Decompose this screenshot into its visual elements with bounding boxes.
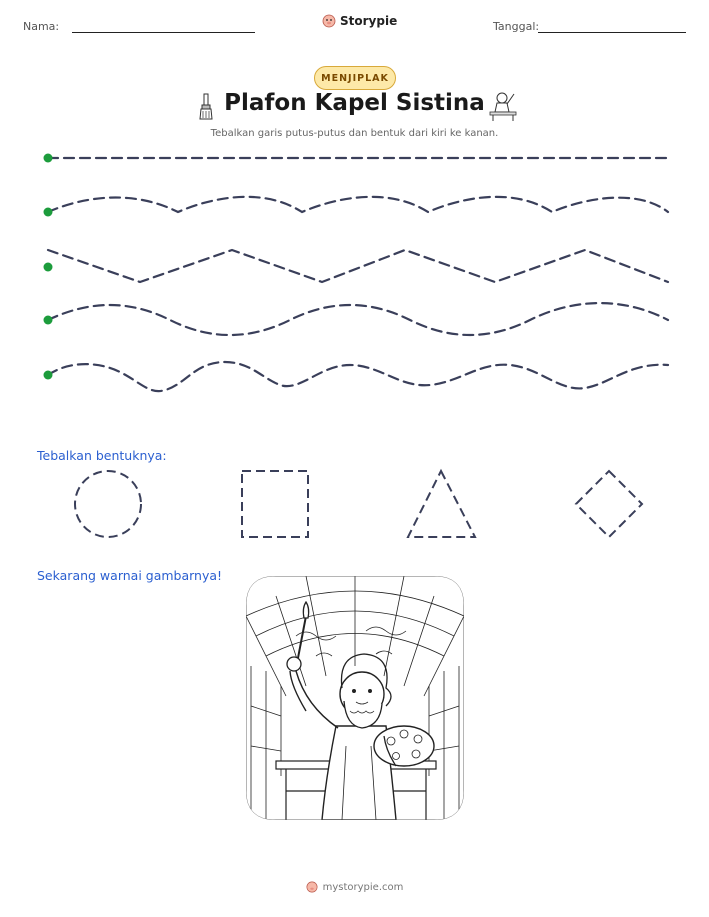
brand-logo <box>322 14 397 28</box>
date-line[interactable] <box>538 32 686 33</box>
shapes-heading: Tebalkan bentuknya: <box>37 448 167 463</box>
name-label: Nama: <box>23 20 60 33</box>
page-title: Plafon Kapel Sistina <box>224 90 485 116</box>
shape-triangle[interactable] <box>408 471 475 537</box>
start-dot <box>44 154 53 163</box>
tracing-line-gentle-wave[interactable] <box>48 197 668 212</box>
pig-logo-icon <box>322 14 336 28</box>
instructions: Tebalkan garis putus-putus dan bentuk dari kiri ke kanan. <box>210 128 499 139</box>
tracing-line-curly-wave[interactable] <box>48 362 668 391</box>
michelangelo-coloring-image[interactable] <box>246 576 464 820</box>
tracing-shapes <box>0 465 709 545</box>
shape-circle[interactable] <box>75 471 141 537</box>
pig-logo-icon <box>306 881 318 893</box>
shape-diamond[interactable] <box>576 471 642 537</box>
start-dot <box>44 371 53 380</box>
footer <box>0 881 709 893</box>
coloring-heading: Sekarang warnai gambarnya! <box>37 568 223 583</box>
tracing-line-wave[interactable] <box>48 303 668 335</box>
start-dot <box>44 263 53 272</box>
start-dot <box>44 208 53 217</box>
brand-name: Storypie <box>340 14 398 28</box>
tracing-lines <box>0 140 709 400</box>
painter-on-scaffold-icon <box>488 90 518 122</box>
activity-badge: MENJIPLAK <box>314 66 396 90</box>
start-dot <box>44 316 53 325</box>
tracing-line-zigzag[interactable] <box>48 250 668 282</box>
footer-url[interactable]: mystorypie.com <box>322 881 404 893</box>
shape-square[interactable] <box>242 471 308 537</box>
name-line[interactable] <box>72 32 255 33</box>
date-label: Tanggal: <box>493 20 540 33</box>
